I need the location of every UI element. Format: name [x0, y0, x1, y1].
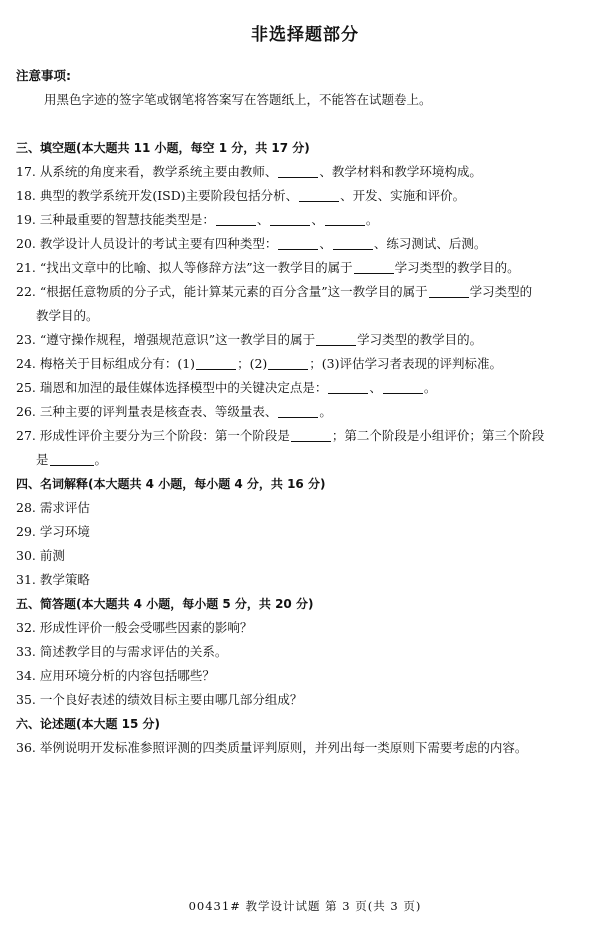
question-27: 27. 形成性评价主要分为三个阶段：第一个阶段是 ；第二个阶段是小组评价；第三个阶段 — [16, 428, 545, 443]
answer-blank — [333, 235, 373, 250]
section-header-essay: 六、论述题(本大题 15 分) — [16, 717, 161, 731]
question-24: 24. 梅格关于目标组成分有：(1) ；(2) ；(3)评估学习者表现的评判标准。 — [16, 356, 502, 371]
question-19: 19. 三种最重要的智慧技能类型是： 、 、 。 — [16, 212, 379, 227]
question-22-continued: 教学目的。 — [36, 308, 99, 323]
question-33: 33. 简述教学目的与需求评估的关系。 — [16, 644, 228, 659]
page-footer: 00431# 教学设计试题 第 3 页(共 3 页) — [188, 899, 422, 913]
section-header-fill-in: 三、填空题(本大题共 11 小题，每空 1 分，共 17 分) — [16, 141, 310, 155]
section-header-terms: 四、名词解释(本大题共 4 小题，每小题 4 分，共 16 分) — [16, 477, 326, 491]
answer-blank — [196, 355, 236, 370]
question-20: 20. 教学设计人员设计的考试主要有四种类型： 、 、练习测试、后测。 — [16, 236, 487, 251]
question-30: 30. 前测 — [16, 548, 65, 563]
question-28: 28. 需求评估 — [16, 500, 90, 515]
answer-blank — [50, 451, 94, 466]
question-35: 35. 一个良好表述的绩效目标主要由哪几部分组成？ — [16, 692, 303, 707]
question-23: 23. “遵守操作规程，增强规范意识”这一教学目的属于 学习类型的教学目的。 — [16, 332, 483, 347]
notice-text: 用黑色字迹的签字笔或钢笔将答案写在答题纸上，不能答在试题卷上。 — [44, 92, 432, 107]
answer-blank — [299, 187, 339, 202]
answer-blank — [270, 211, 310, 226]
answer-blank — [278, 235, 318, 250]
question-31: 31. 教学策略 — [16, 572, 90, 587]
question-21: 21. “找出文章中的比喻、拟人等修辞方法”这一教学目的属于 学习类型的教学目的。 — [16, 260, 520, 275]
question-25: 25. 瑞恩和加涅的最佳媒体选择模型中的关键决定点是： 、 。 — [16, 380, 437, 395]
answer-blank — [216, 211, 256, 226]
answer-blank — [268, 355, 308, 370]
answer-blank — [278, 403, 318, 418]
answer-blank — [278, 163, 318, 178]
page-title: 非选择题部分 — [251, 25, 359, 45]
question-32: 32. 形成性评价一般会受哪些因素的影响？ — [16, 620, 253, 635]
question-27-continued: 是 。 — [36, 452, 108, 467]
answer-blank — [328, 379, 368, 394]
question-26: 26. 三种主要的评判量表是核查表、等级量表、 。 — [16, 404, 332, 419]
answer-blank — [316, 331, 356, 346]
answer-blank — [354, 259, 394, 274]
answer-blank — [291, 427, 331, 442]
questions-content — [16, 136, 596, 760]
question-18: 18. 典型的教学系统开发(ISD)主要阶段包括分析、 、开发、实施和评价。 — [16, 188, 466, 203]
question-17: 17. 从系统的角度来看，教学系统主要由教师、 、教学材料和教学环境构成。 — [16, 164, 482, 179]
section-header-short-answer: 五、简答题(本大题共 4 小题，每小题 5 分，共 20 分) — [16, 597, 314, 611]
answer-blank — [429, 283, 469, 298]
question-22: 22. “根据任意物质的分子式，能计算某元素的百分含量”这一教学目的属于 学习类型的 — [16, 284, 533, 299]
notice-heading: 注意事项: — [16, 68, 71, 83]
answer-blank — [383, 379, 423, 394]
question-36: 36. 举例说明开发标准参照评测的四类质量评判原则，并列出每一类原则下需要考虑的内容。 — [16, 740, 528, 755]
question-29: 29. 学习环境 — [16, 524, 90, 539]
question-34: 34. 应用环境分析的内容包括哪些？ — [16, 668, 215, 683]
answer-blank — [325, 211, 365, 226]
